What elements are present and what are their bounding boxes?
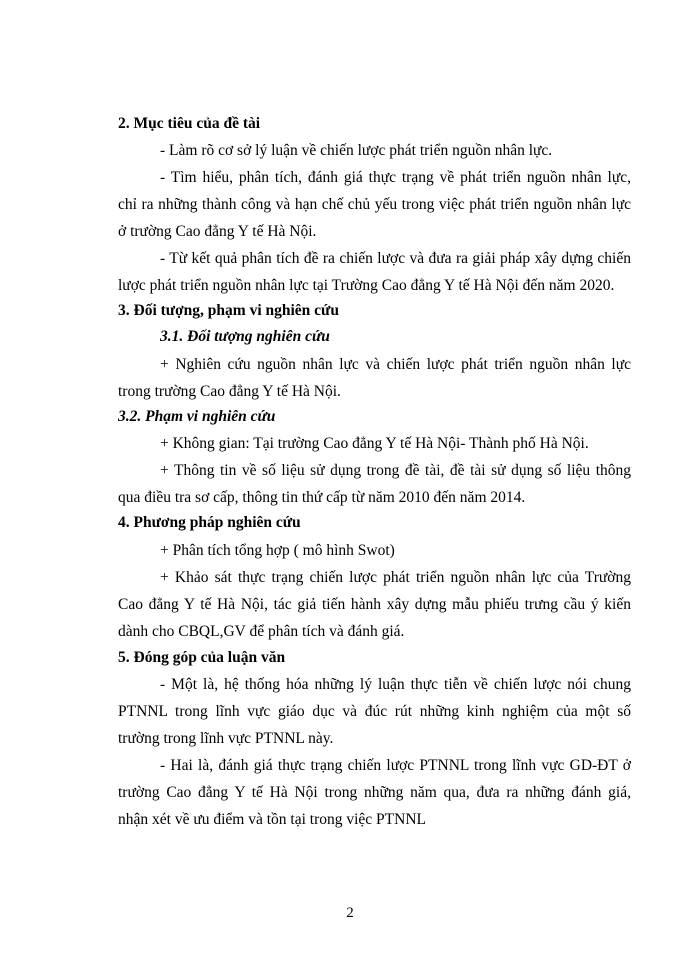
text-line: qua điều tra sơ cấp, thông tin thứ cấp từ năm 2010 đến năm 2014. bbox=[118, 489, 526, 506]
text-line: trong trường Cao đẳng Y tế Hà Nội. bbox=[118, 383, 341, 400]
text-line: + Thông tin về số liệu sử dụng trong đề tài, đề tài sử dụng số liệu thông bbox=[160, 462, 631, 479]
text-line: + Không gian: Tại trường Cao đẳng Y tế Hà Nội- Thành phố Hà Nội. bbox=[160, 435, 589, 452]
text-line: Cao đẳng Y tế Hà Nội, tác giả tiến hành xây dựng mẫu phiếu trưng cầu ý kiến bbox=[118, 596, 631, 613]
text-line: chỉ ra những thành công và hạn chế chủ yếu trong việc phát triển nguồn nhân lực bbox=[118, 196, 631, 213]
text-line: dành cho CBQL,GV để phân tích và đánh giá. bbox=[118, 623, 405, 640]
page-number: 2 bbox=[346, 905, 354, 921]
section-heading-objectives: 2. Mục tiêu của đề tài bbox=[118, 115, 261, 132]
text-line: - Hai là, đánh giá thực trạng chiến lược PTNNL trong lĩnh vực GD-ĐT ở bbox=[160, 757, 631, 774]
text-line: trường Cao đẳng Y tế Hà Nội trong những năm qua, đưa ra những đánh giá, bbox=[118, 784, 631, 801]
text-line: lược phát triển nguồn nhân lực tại Trường Cao đẳng Y tế Hà Nội đến năm 2020. bbox=[118, 277, 615, 294]
text-line: + Phân tích tổng hợp ( mô hình Swot) bbox=[160, 542, 395, 559]
text-line: trường trong lĩnh vực PTNNL này. bbox=[118, 730, 334, 747]
text-line: - Tìm hiểu, phân tích, đánh giá thực trạng về phát triển nguồn nhân lực, bbox=[160, 169, 631, 186]
section-heading-contributions: 5. Đóng góp của luận văn bbox=[118, 649, 286, 666]
section-heading-methods: 4. Phương pháp nghiên cứu bbox=[118, 514, 301, 531]
text-line: nhận xét về ưu điểm và tồn tại trong việc PTNNL bbox=[118, 811, 426, 828]
subsection-heading-range: 3.2. Phạm vi nghiên cứu bbox=[118, 408, 276, 425]
subsection-heading-subject: 3.1. Đối tượng nghiên cứu bbox=[160, 328, 330, 345]
text-line: + Khảo sát thực trạng chiến lược phát triển nguồn nhân lực của Trường bbox=[160, 569, 631, 586]
text-line: - Từ kết quả phân tích đề ra chiến lược và đưa ra giải pháp xây dựng chiến bbox=[160, 250, 631, 267]
section-heading-scope: 3. Đối tượng, phạm vi nghiên cứu bbox=[118, 302, 339, 319]
text-line: - Làm rõ cơ sở lý luận về chiến lược phát triển nguồn nhân lực. bbox=[160, 142, 553, 159]
text-line: ở trường Cao đẳng Y tế Hà Nội. bbox=[118, 223, 317, 240]
text-line: - Một là, hệ thống hóa những lý luận thực tiễn về chiến lược nói chung bbox=[160, 676, 631, 693]
text-line: PTNNL trong lĩnh vực giáo dục và đúc rút những kinh nghiệm của một số bbox=[118, 703, 631, 720]
text-line: + Nghiên cứu nguồn nhân lực và chiến lược phát triển nguồn nhân lực bbox=[160, 356, 631, 373]
